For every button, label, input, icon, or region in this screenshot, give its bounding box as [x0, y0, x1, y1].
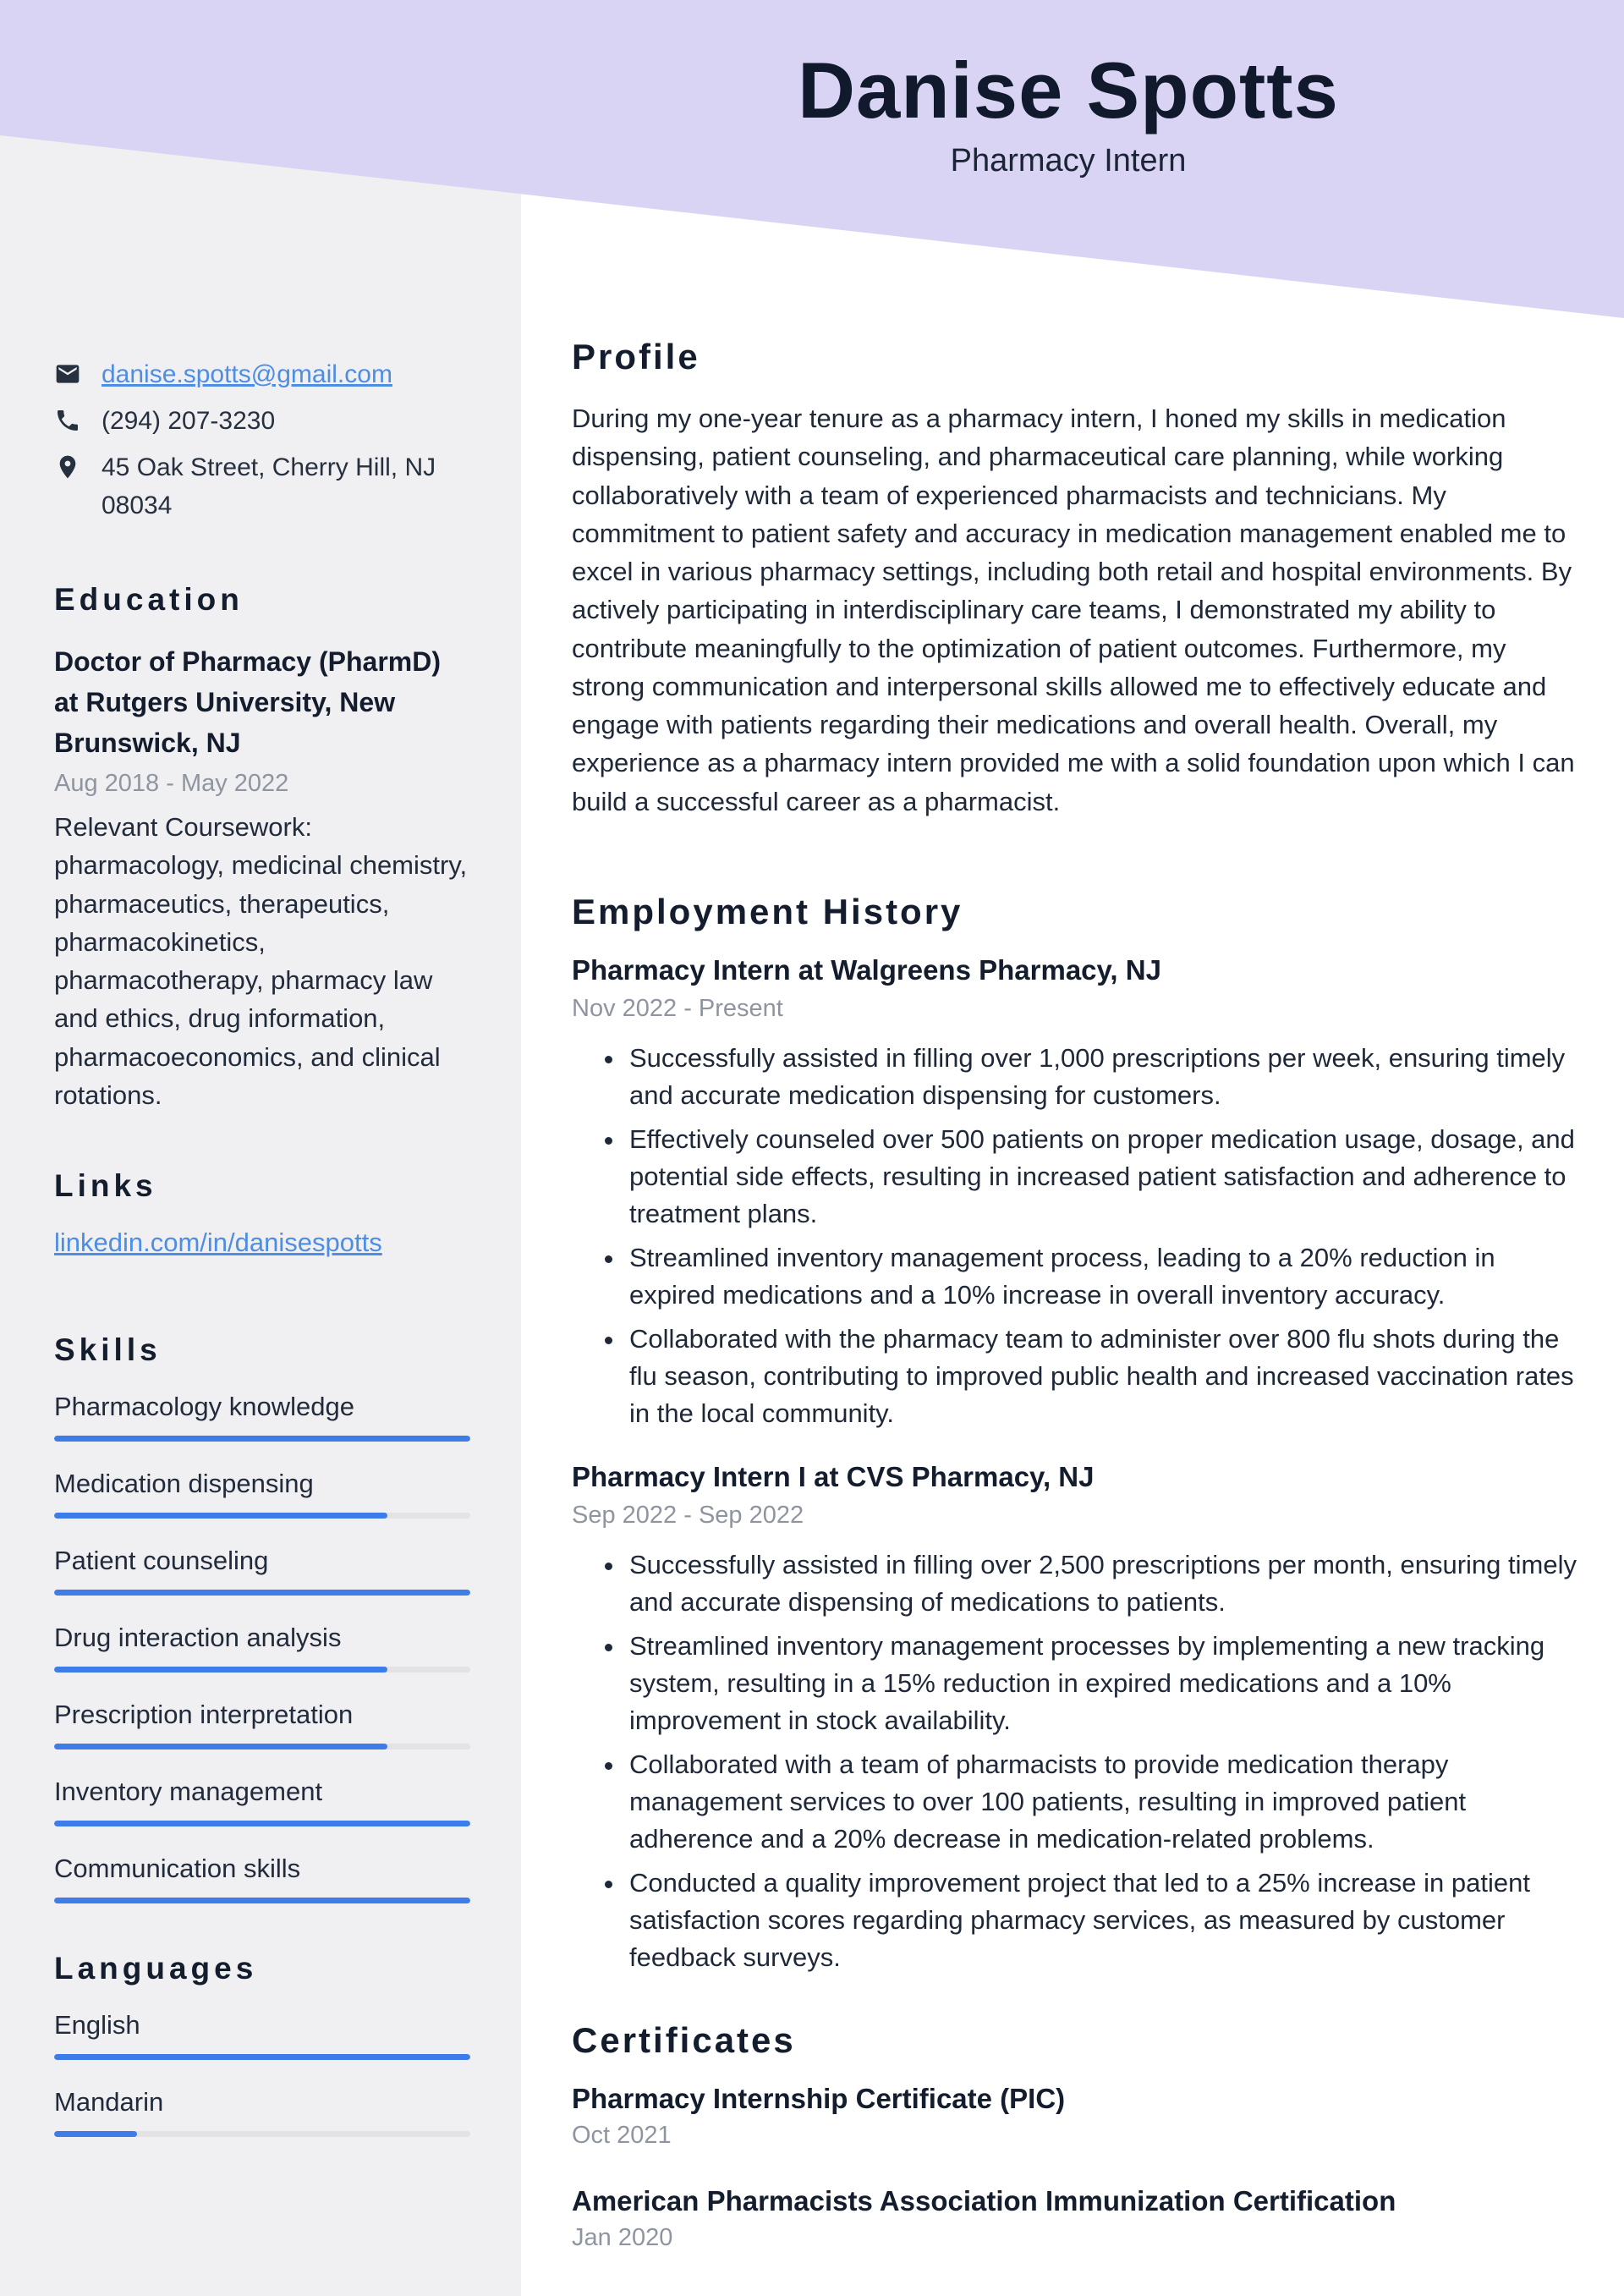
languages-heading: Languages — [54, 1951, 258, 1986]
skill-bar-fill — [54, 1898, 470, 1903]
education-description: Relevant Coursework: pharmacology, medicinal chemistry, pharmaceutics, therapeutics, pharmacokinetics, pharmacotherapy, pharmacy law and ethics, drug information, pharmacoeconomics, and clinical rotations. — [54, 812, 468, 1110]
skill-label: Drug interaction analysis — [54, 1623, 342, 1652]
skill-label: Communication skills — [54, 1854, 301, 1883]
sidebar-content — [0, 0, 521, 2137]
skill-bar-fill — [54, 1590, 470, 1596]
job-bullet: • Successfully assisted in filling over 2,500 prescriptions per month, ensuring timely and accurate dispensing of medications to patients. — [626, 1546, 1580, 1621]
job-bullet: • Collaborated with the pharmacy team to administer over 800 flu shots during the flu season, contributing to improved public health and increased vaccination rates in the local community. — [626, 1321, 1580, 1432]
skill-item — [54, 1469, 470, 1519]
language-bar — [54, 2054, 470, 2060]
links-heading: Links — [54, 1168, 157, 1203]
language-bar-fill — [54, 2131, 137, 2137]
address: 45 Oak Street, Cherry Hill, NJ 08034 — [102, 453, 436, 519]
person-name: Danise Spotts — [798, 46, 1339, 135]
profile-text: During my one-year tenure as a pharmacy intern, I honed my skills in medication dispensing, patient counseling, and pharmaceutical care planning, while working collaboratively with a team of experienced pharmacists and technicians. My commitment to patient safety and accuracy in medication management enabled me to excel in various pharmacy settings, including both retail and hospital environments. By actively participating in interdisciplinary care teams, I demonstrated my ability to contribute meaningfully to the optimization of patient outcomes. Furthermore, my strong communication and interpersonal skills allowed me to effectively educate and engage with patients regarding their medications and overall health. Overall, my experience as a pharmacy intern provided me with a solid foundation upon which I can build a successful career as a pharmacist. — [572, 404, 1575, 816]
skill-label: Medication dispensing — [54, 1469, 314, 1498]
skill-item — [54, 1854, 470, 1903]
job-bullet: • Effectively counseled over 500 patients on proper medication usage, dosage, and potential side effects, resulting in increased patient satisfaction and adherence to treatment plans. — [626, 1121, 1580, 1233]
skill-bar-fill — [54, 1667, 387, 1673]
contact-address-row — [54, 448, 470, 525]
job-dates: Sep 2022 - Sep 2022 — [572, 1501, 804, 1529]
certificates-heading: Certificates — [572, 2020, 796, 2061]
contact-block — [54, 355, 470, 525]
skill-item — [54, 1546, 470, 1596]
job-title: Pharmacy Intern at Walgreens Pharmacy, NJ — [572, 953, 1161, 986]
job-bullet: • Successfully assisted in filling over 1,000 prescriptions per week, ensuring timely and accurate medication dispensing for customers. — [626, 1040, 1580, 1114]
phone-number: (294) 207-3230 — [102, 407, 276, 435]
skill-bar — [54, 1667, 470, 1673]
skills-heading: Skills — [54, 1332, 162, 1367]
language-label: Mandarin — [54, 2087, 164, 2117]
certificate-date: Oct 2021 — [572, 2122, 672, 2150]
job-bullet: • Streamlined inventory management process, leading to a 20% reduction in expired medications and a 10% increase in overall inventory accuracy. — [626, 1239, 1580, 1314]
skill-label: Pharmacology knowledge — [54, 1392, 354, 1421]
skill-bar — [54, 1744, 470, 1749]
skill-item — [54, 1700, 470, 1749]
email-link[interactable]: danise.spotts@gmail.com — [102, 360, 392, 388]
job-title: Pharmacy Intern I at CVS Pharmacy, NJ — [572, 1460, 1095, 1492]
skill-item — [54, 1777, 470, 1826]
skill-bar-fill — [54, 1744, 387, 1749]
skill-item — [54, 1623, 470, 1673]
phone-icon — [54, 407, 81, 434]
education-degree: Doctor of Pharmacy (PharmD) at Rutgers University, New Brunswick, NJ — [54, 646, 441, 758]
skill-item — [54, 1392, 470, 1442]
education-dates: Aug 2018 - May 2022 — [54, 770, 289, 797]
skill-bar-fill — [54, 1513, 387, 1519]
job-bullet: • Conducted a quality improvement project that led to a 25% increase in patient satisfaction scores regarding pharmacy services, as measured by customer feedback surveys. — [626, 1865, 1580, 1976]
skill-bar — [54, 1590, 470, 1596]
linkedin-link[interactable]: linkedin.com/in/danisespotts — [54, 1228, 382, 1257]
contact-email-row — [54, 355, 470, 393]
email-icon — [54, 360, 81, 387]
location-pin-icon — [54, 453, 81, 481]
language-label: English — [54, 2010, 140, 2040]
employment-heading: Employment History — [572, 891, 963, 931]
skill-label: Patient counseling — [54, 1546, 269, 1575]
skill-bar-fill — [54, 1821, 470, 1826]
main-content — [572, 337, 1580, 2288]
skill-label: Prescription interpretation — [54, 1700, 354, 1729]
certificate-date: Jan 2020 — [572, 2224, 673, 2252]
skill-bar — [54, 1436, 470, 1442]
skill-bar-fill — [54, 1436, 470, 1442]
skill-bar — [54, 1513, 470, 1519]
job-bullet: • Collaborated with a team of pharmacists to provide medication therapy management services to over 100 patients, resulting in improved patient adherence and a 20% decrease in medication-related problems. — [626, 1746, 1580, 1858]
header — [521, 46, 1616, 179]
skill-bar — [54, 1898, 470, 1903]
skill-label: Inventory management — [54, 1777, 323, 1806]
job-bullet: • Streamlined inventory management processes by implementing a new tracking system, resulting in a 15% reduction in expired medications and a 10% improvement in stock availability. — [626, 1628, 1580, 1739]
language-bar — [54, 2131, 470, 2137]
job-bullet-list — [572, 1040, 1580, 1432]
certificate-title: American Pharmacists Association Immunization Certification — [572, 2185, 1396, 2217]
sidebar — [0, 0, 521, 2296]
person-job-title: Pharmacy Intern — [950, 142, 1187, 179]
language-item — [54, 2010, 470, 2060]
skill-bar — [54, 1821, 470, 1826]
job-bullet-list — [572, 1546, 1580, 1976]
language-bar-fill — [54, 2054, 470, 2060]
education-heading: Education — [54, 582, 244, 617]
certificate-title: Pharmacy Internship Certificate (PIC) — [572, 2083, 1066, 2115]
contact-phone-row — [54, 402, 470, 440]
language-item — [54, 2087, 470, 2137]
job-dates: Nov 2022 - Present — [572, 994, 783, 1022]
profile-heading: Profile — [572, 337, 700, 376]
